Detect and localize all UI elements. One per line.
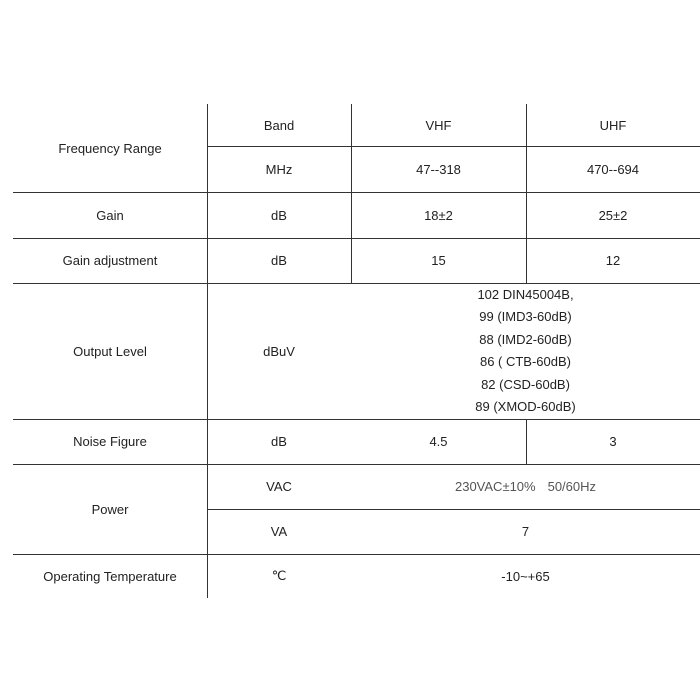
output-level-unit: dBuV bbox=[263, 343, 295, 359]
output-level-value: 88 (IMD2-60dB) bbox=[479, 331, 572, 347]
output-level-values bbox=[351, 283, 700, 419]
operating-temperature-unit: ℃ bbox=[271, 568, 287, 583]
noise-figure-uhf: 3 bbox=[609, 434, 617, 449]
frequency-range-label: Frequency Range bbox=[58, 140, 162, 156]
noise-figure-vhf: 4.5 bbox=[429, 434, 448, 449]
output-level-value: 102 DIN45004B, bbox=[477, 286, 574, 302]
power-vac-frequency: 50/60Hz bbox=[547, 479, 597, 494]
noise-figure-label: Noise Figure bbox=[73, 434, 147, 449]
uhf-frequency: 470--694 bbox=[586, 161, 640, 177]
gain-vhf: 18±2 bbox=[424, 207, 453, 223]
gain-adjustment-uhf: 12 bbox=[605, 253, 621, 268]
power-vac-voltage: 230VAC±10% bbox=[454, 479, 536, 494]
gain-adjustment-vhf: 15 bbox=[431, 253, 446, 268]
power-vac-unit: VAC bbox=[266, 479, 292, 494]
mhz-unit: MHz bbox=[265, 161, 293, 177]
output-level-value: 99 (IMD3-60dB) bbox=[479, 309, 572, 324]
uhf-header: UHF bbox=[599, 117, 627, 133]
gain-unit: dB bbox=[271, 207, 287, 223]
operating-temperature-label: Operating Temperature bbox=[43, 568, 177, 584]
band-unit: Band bbox=[263, 117, 295, 133]
vhf-frequency: 47--318 bbox=[416, 161, 461, 177]
power-va-value: 7 bbox=[521, 524, 530, 539]
gain-adjustment-unit: dB bbox=[271, 253, 287, 268]
gain-uhf: 25±2 bbox=[598, 207, 628, 223]
power-vac-value bbox=[351, 464, 700, 509]
output-level-label: Output Level bbox=[73, 343, 147, 359]
power-label: Power bbox=[91, 501, 129, 517]
gain-adjustment-label: Gain adjustment bbox=[62, 253, 158, 268]
vhf-header: VHF bbox=[425, 117, 452, 133]
output-level-value: 86 ( CTB-60dB) bbox=[479, 354, 572, 369]
output-level-value: 82 (CSD-60dB) bbox=[481, 376, 570, 392]
output-level-value: 89 (XMOD-60dB) bbox=[475, 399, 576, 414]
gain-label: Gain bbox=[96, 207, 124, 223]
noise-figure-unit: dB bbox=[271, 434, 287, 449]
power-va-unit: VA bbox=[270, 524, 288, 539]
operating-temperature-value: -10~+65 bbox=[501, 568, 550, 584]
